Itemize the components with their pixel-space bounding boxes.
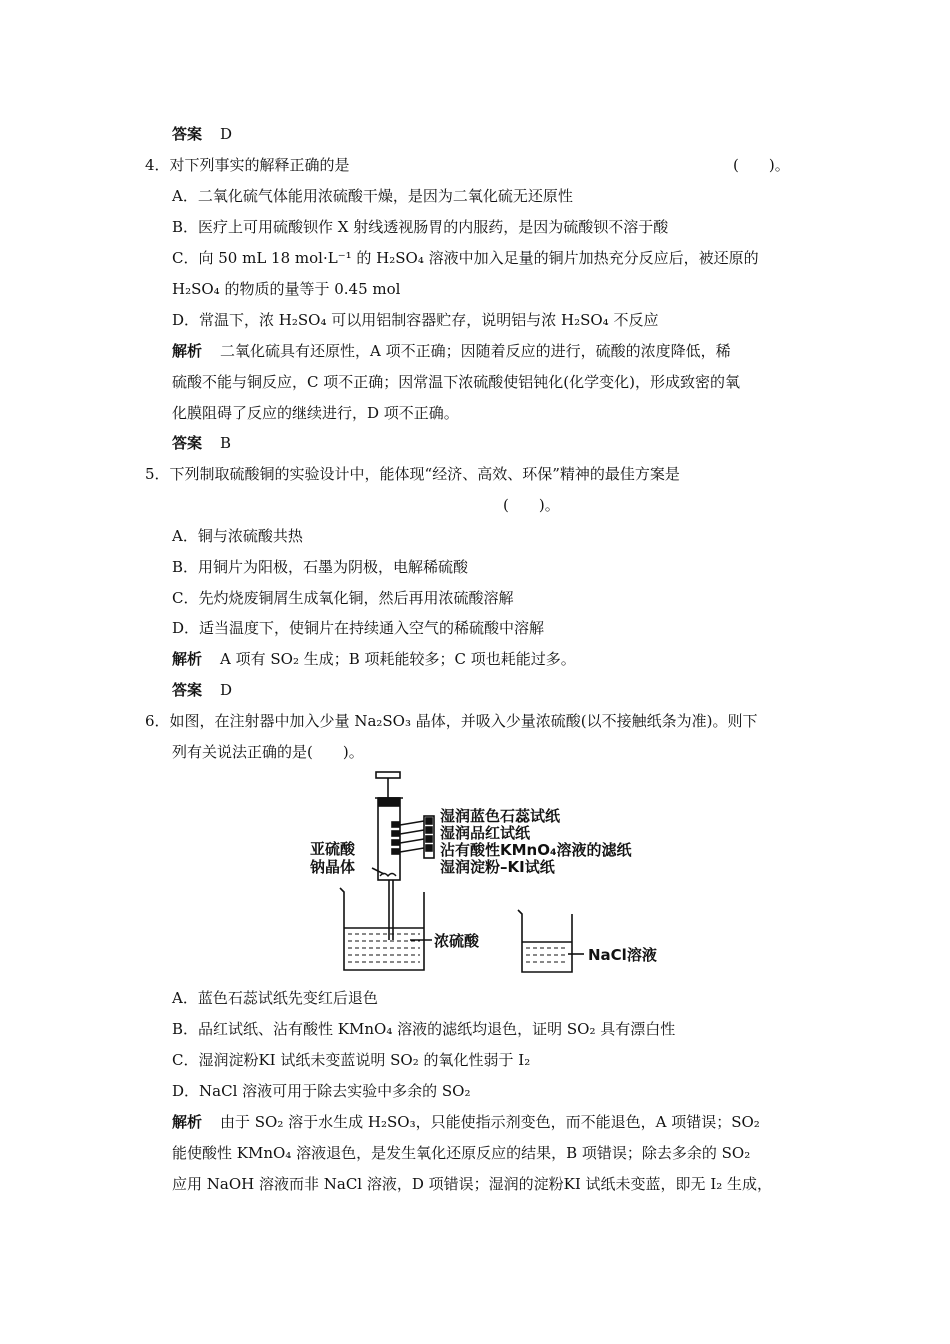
- question-number: 4．: [145, 156, 170, 174]
- q4-answer-paren: ( )。: [733, 156, 790, 174]
- q4-analysis-line3: 化膜阻碍了反应的继续进行，D 项不正确。: [172, 404, 459, 422]
- answer-value: D: [220, 681, 233, 699]
- question-text: 对下列事实的解释正确的是: [169, 156, 350, 174]
- q6-option-a: A．蓝色石蕊试纸先变红后退色: [172, 989, 378, 1007]
- test-paper-2: [392, 831, 399, 836]
- analysis-text: A 项有 SO₂ 生成；B 项耗能较多；C 项也耗能过多。: [220, 650, 576, 668]
- q4-option-d: D．常温下，浓 H₂SO₄ 可以用铝制容器贮存，说明铝与浓 H₂SO₄ 不反应: [172, 311, 659, 329]
- q4-analysis-line2: 硫酸不能与铜反应，C 项不正确；因常温下浓硫酸使铝钝化(化学变化)，形成致密的氧: [172, 373, 740, 391]
- q5-option-a: A．铜与浓硫酸共热: [172, 527, 303, 545]
- q5-option-b: B．用铜片为阳极，石墨为阴极，电解稀硫酸: [172, 558, 469, 576]
- question-text: 如图，在注射器中加入少量 Na₂SO₃ 晶体，并吸入少量浓硫酸(以不接触纸条为准)。则下: [169, 712, 758, 730]
- plunger-handle: [376, 772, 400, 778]
- q3-answer: [172, 124, 232, 144]
- label-sodium-sulfite-1: 亚硫酸: [310, 840, 356, 858]
- right-beaker: [518, 910, 572, 972]
- label-conc-sulfuric-acid: 浓硫酸: [434, 932, 480, 950]
- q5-answer: [172, 680, 232, 700]
- q6-option-b: B．品红试纸、沾有酸性 KMnO₄ 溶液的滤纸均退色，证明 SO₂ 具有漂白性: [172, 1020, 676, 1038]
- question-number: 6．: [145, 712, 170, 730]
- analysis-label: 解析: [172, 1113, 203, 1131]
- question-number: 5．: [145, 465, 170, 483]
- syringe-barrel: [378, 798, 400, 880]
- answer-label: 答案: [172, 681, 203, 699]
- q4-option-c-line2: H₂SO₄ 的物质的量等于 0.45 mol: [172, 280, 401, 298]
- q5-answer-paren: ( )。: [503, 496, 560, 514]
- test-paper-3: [392, 840, 399, 845]
- q6-analysis-line3: 应用 NaOH 溶液而非 NaCl 溶液，D 项错误；湿润的淀粉KI 试纸未变蓝，即无 I₂ 生成，: [172, 1175, 773, 1193]
- label-starch-ki-paper: 湿润淀粉–KI试纸: [440, 858, 555, 876]
- answer-value: D: [220, 125, 233, 143]
- analysis-text: 二氧化硫具有还原性，A 项不正确；因随着反应的进行，硫酸的浓度降低，稀: [220, 342, 731, 360]
- q6-stem-line1: [145, 711, 757, 731]
- label-kmno4-paper: 沾有酸性KMnO₄溶液的滤纸: [440, 841, 632, 859]
- q5-analysis: [172, 649, 576, 669]
- q4-option-b: B．医疗上可用硫酸钡作 X 射线透视肠胃的内服药，是因为硫酸钡不溶于酸: [172, 218, 669, 236]
- q6-option-c: C．湿润淀粉KI 试纸未变蓝说明 SO₂ 的氧化性弱于 I₂: [172, 1051, 531, 1069]
- analysis-label: 解析: [172, 650, 203, 668]
- q6-option-d: D．NaCl 溶液可用于除去实验中多余的 SO₂: [172, 1082, 471, 1100]
- q6-analysis-line1: [172, 1112, 760, 1132]
- test-paper-1: [392, 822, 399, 827]
- q4-answer: [172, 433, 231, 453]
- analysis-text: 由于 SO₂ 溶于水生成 H₂SO₃，只能使指示剂变色，而不能退色，A 项错误；SO₂: [220, 1113, 760, 1131]
- q6-analysis-line2: 能使酸性 KMnO₄ 溶液退色，是发生氧化还原反应的结果，B 项错误；除去多余的 SO₂: [172, 1144, 751, 1162]
- question-text: 下列制取硫酸铜的实验设计中，能体现“经济、高效、环保”精神的最佳方案是: [169, 465, 680, 483]
- left-beaker: [340, 888, 424, 970]
- label-blue-litmus: 湿润蓝色石蕊试纸: [440, 807, 561, 825]
- q4-option-a: A．二氧化硫气体能用浓硫酸干燥，是因为二氧化硫无还原性: [172, 187, 573, 205]
- label-magenta-paper: 湿润品红试纸: [440, 824, 531, 842]
- q5-option-d: D．适当温度下，使铜片在持续通入空气的稀硫酸中溶解: [172, 619, 545, 637]
- syringe-apparatus-figure: [300, 768, 680, 980]
- q5-stem: [145, 464, 680, 484]
- q6-stem-line2: 列有关说法正确的是( )。: [172, 743, 364, 761]
- q4-stem: [145, 155, 350, 175]
- syringe-piston: [379, 798, 399, 806]
- q4-analysis-line1: [172, 341, 731, 361]
- nacl-solution-liquid: [526, 948, 568, 962]
- answer-value: B: [220, 434, 232, 452]
- label-sodium-sulfite-2: 钠晶体: [310, 858, 356, 876]
- q5-option-c: C．先灼烧废铜屑生成氧化铜，然后再用浓硫酸溶解: [172, 589, 514, 607]
- q4-option-c-line1: C．向 50 mL 18 mol·L⁻¹ 的 H₂SO₄ 溶液中加入足量的铜片加热充分反应后，被还原的: [172, 249, 759, 267]
- test-paper-4: [392, 849, 399, 854]
- conc-sulfuric-acid-liquid: [348, 934, 420, 962]
- analysis-label: 解析: [172, 342, 203, 360]
- answer-label: 答案: [172, 125, 203, 143]
- answer-label: 答案: [172, 434, 203, 452]
- label-nacl-solution: NaCl溶液: [588, 946, 657, 964]
